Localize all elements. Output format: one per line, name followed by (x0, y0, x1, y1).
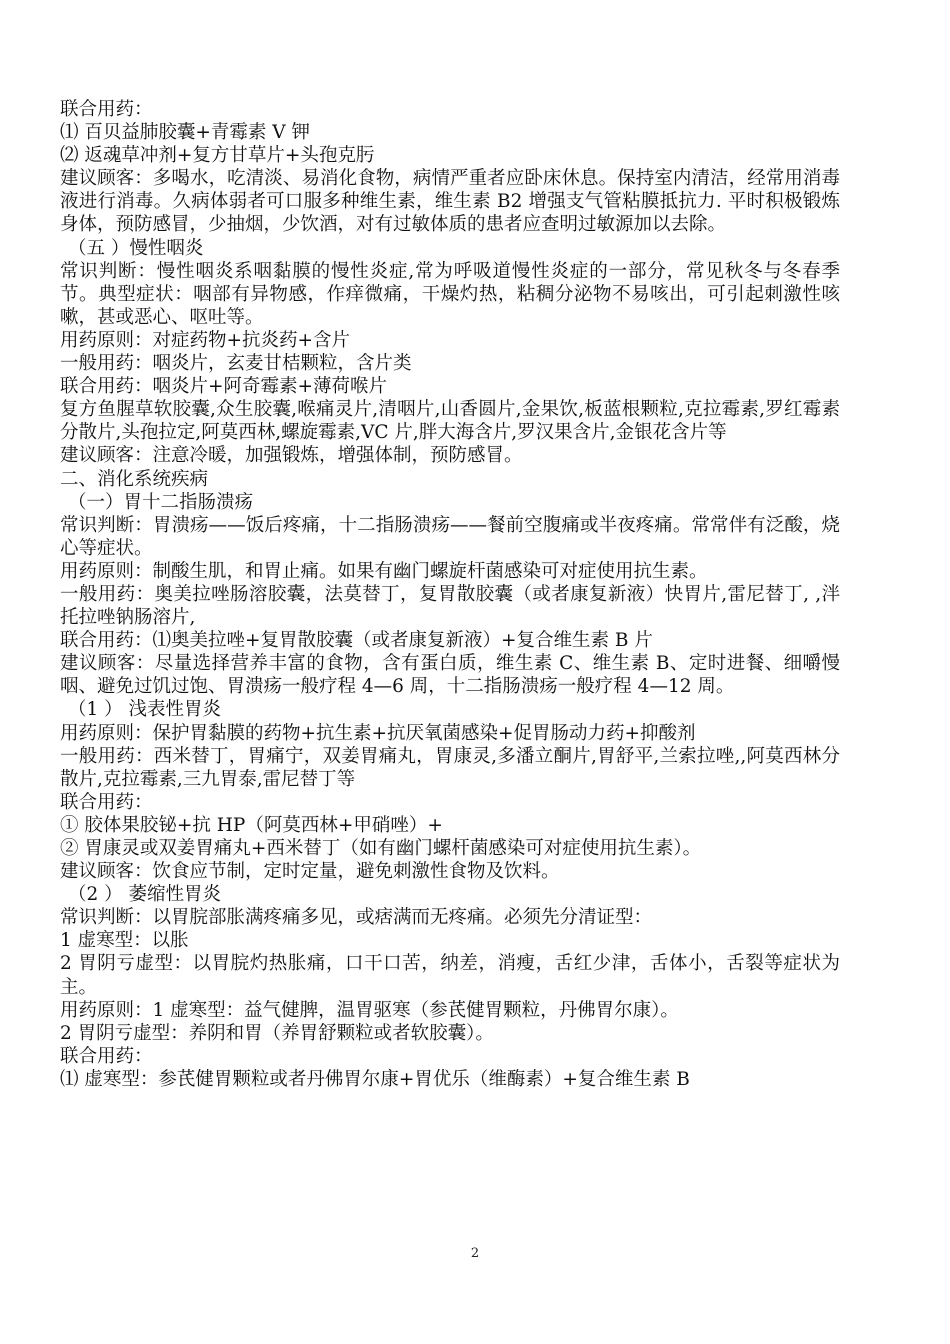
text-line: 常识判断：以胃脘部胀满疼痛多见，或痞满而无疼痛。必须先分清证型： (60, 907, 653, 929)
text-line: ① 胶体果胶铋+抗 HP（阿莫西林+甲硝唑）+ (60, 814, 443, 836)
text-paragraph: 建议顾客：多喝水，吃清淡、易消化食物，病情严重者应卧床休息。保持室内清洁，经常用消毒液进行消毒。久病体弱者可口服多种维生素，维生素 B2 增强支气管粘膜抵抗力. 平时积极锻炼身体，预防感冒，少抽烟，少饮酒，对有过敏体质的患者应查明过敏源加以去除。 (60, 168, 840, 236)
text-paragraph: 一般用药：奥美拉唑肠溶胶囊，法莫替丁，复胃散胶囊（或者康复新液）快胃片,雷尼替丁, ,泮托拉唑钠肠溶片, (60, 583, 840, 629)
subsection-heading: （1 ） 浅表性胃炎 (68, 699, 222, 721)
text-line: 1 虚寒型：以胀 (60, 930, 189, 952)
subsection-heading: （2 ） 萎缩性胃炎 (68, 884, 222, 906)
text-line: 2 胃阴亏虚型：养阴和胃（养胃舒颗粒或者软胶囊）。 (60, 1022, 494, 1044)
page-number: 2 (470, 1246, 480, 1261)
text-paragraph: 常识判断：胃溃疡——饭后疼痛，十二指肠溃疡——餐前空腹痛或半夜疼痛。常常伴有泛酸，烧心等症状。 (60, 514, 840, 559)
text-paragraph: 一般用药：西米替丁，胃痛宁，双姜胃痛丸，胃康灵,多潘立酮片,胃舒平,兰索拉唑,,阿莫西林分散片,克拉霉素,三九胃泰,雷尼替丁等 (60, 745, 840, 790)
section-heading: （五 ）慢性咽炎 (68, 237, 204, 259)
text-line: 联合用药：⑴奥美拉唑+复胃散胶囊（或者康复新液）+复合维生素 B 片 (60, 630, 653, 652)
document-body (60, 98, 840, 1091)
text-line: 用药原则：对症药物+抗炎药+含片 (60, 329, 351, 351)
text-line: ② 胃康灵或双姜胃痛丸+西米替丁（如有幽门螺杆菌感染可对症使用抗生素）。 (60, 838, 702, 859)
text-line: 联合用药：咽炎片+阿奇霉素+薄荷喉片 (60, 376, 388, 398)
text-line: ⑴ 虚寒型：参芪健胃颗粒或者丹佛胃尔康+胃优乐（维酶素）+复合维生素 B (60, 1068, 690, 1090)
text-paragraph: 复方鱼腥草软胶囊,众生胶囊,喉痛灵片,清咽片,山香圆片,金果饮,板蓝根颗粒,克拉霉素,罗红霉素分散片,头孢拉定,阿莫西林,螺旋霉素,VC 片,胖大海含片,罗汉果含片,金银花含片等 (60, 399, 840, 444)
text-line: 用药原则：保护胃黏膜的药物+抗生素+抗厌氧菌感染+促胃肠动力药+抑酸剂 (60, 722, 696, 744)
chapter-heading: 二、消化系统疾病 (60, 468, 209, 490)
text-paragraph: 常识判断：慢性咽炎系咽黏膜的慢性炎症,常为呼吸道慢性炎症的一部分，常见秋冬与冬春季节。典型症状：咽部有异物感，作痒微痛，干燥灼热，粘稠分泌物不易咳出，可引起刺激性咳嗽，甚或恶心、呕吐等。 (60, 260, 840, 328)
text-paragraph: 建议顾客：尽量选择营养丰富的食物，含有蛋白质，维生素 C、维生素 B、定时进餐、细嚼慢咽、避免过饥过饱、胃溃疡一般疗程 4—6 周，十二指肠溃疡一般疗程 4—12 周。 (60, 653, 840, 698)
text-line: 建议顾客：饮食应节制，定时定量，避免刺激性食物及饮料。 (60, 861, 560, 883)
text-line: 联合用药： (60, 1045, 153, 1067)
text-line: 用药原则：制酸生肌，和胃止痛。如果有幽门螺旋杆菌感染可对症使用抗生素。 (60, 560, 708, 582)
text-line: 一般用药：咽炎片，玄麦甘桔颗粒，含片类 (60, 353, 412, 375)
text-line: 联合用药： (60, 99, 153, 120)
text-line: ⑴ 百贝益肺胶囊+青霉素 V 钾 (60, 122, 311, 144)
text-line: ⑵ 返魂草冲剂+复方甘草片+头孢克肟 (60, 145, 375, 167)
text-line: 联合用药： (60, 791, 153, 813)
section-heading: （一）胃十二指肠溃疡 (68, 491, 254, 513)
text-paragraph: 2 胃阴亏虚型：以胃脘灼热胀痛，口干口苦，纳差，消瘦，舌红少津，舌体小，舌裂等症状为主。 (60, 953, 840, 998)
text-line: 用药原则：1 虚寒型：益气健脾，温胃驱寒（参芪健胃颗粒，丹佛胃尔康）。 (60, 999, 679, 1021)
text-line: 建议顾客：注意冷暖，加强锻炼，增强体制，预防感冒。 (60, 445, 523, 467)
